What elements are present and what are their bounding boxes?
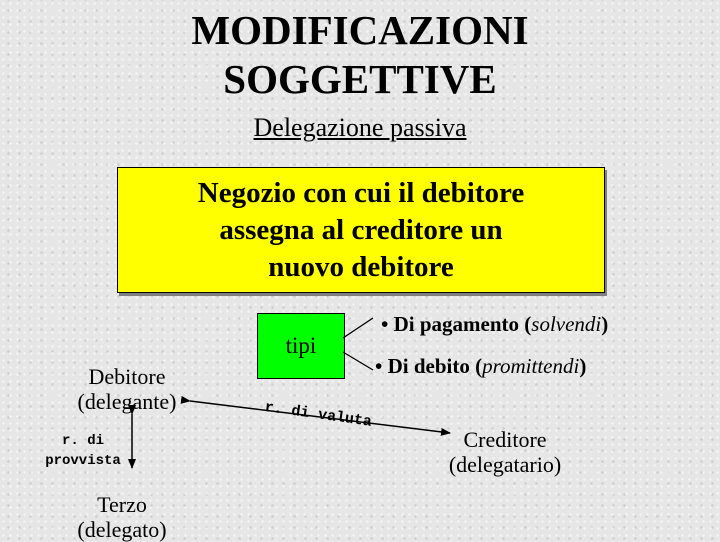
type-paren-open: ( bbox=[475, 354, 483, 378]
definition-line-1: Negozio con cui il debitore bbox=[197, 176, 525, 209]
party-third-role: (delegato) bbox=[77, 517, 167, 542]
title-line-2: SOGGETTIVE bbox=[223, 56, 497, 102]
type-paren-close: ) bbox=[579, 354, 587, 378]
party-creditor-role: (delegatario) bbox=[448, 452, 562, 477]
type-name: Di debito bbox=[387, 354, 470, 378]
types-label: tipi bbox=[285, 333, 317, 358]
type-latin: promittendi bbox=[482, 354, 580, 378]
definition-line-2: assegna al creditore un bbox=[219, 213, 503, 246]
type-bullet: • bbox=[381, 312, 389, 336]
type-name: Di pagamento bbox=[393, 312, 520, 336]
provvista-label bbox=[40, 431, 126, 471]
definition-line-3: nuovo debitore bbox=[268, 250, 454, 283]
tipi-to-type-2-line bbox=[343, 352, 373, 370]
party-creditor-name: Creditore bbox=[463, 427, 547, 452]
party-third-name: Terzo bbox=[97, 492, 147, 517]
tipi-to-type-1-line bbox=[343, 318, 373, 338]
type-paren-close: ) bbox=[601, 312, 609, 336]
valuta-label: r. di valuta bbox=[263, 398, 373, 431]
party-debtor bbox=[62, 364, 192, 414]
type-paren-open: ( bbox=[524, 312, 532, 336]
party-third bbox=[62, 492, 182, 542]
title-line-1: MODIFICAZIONI bbox=[191, 7, 529, 53]
provvista-line-1: r. di bbox=[61, 433, 104, 449]
party-debtor-role: (delegante) bbox=[77, 389, 177, 414]
subtitle: Delegazione passiva bbox=[253, 113, 467, 142]
type-bullet: • bbox=[375, 354, 383, 378]
party-debtor-name: Debitore bbox=[88, 364, 166, 389]
type-latin: solvendi bbox=[531, 312, 602, 336]
party-creditor bbox=[430, 427, 580, 477]
provvista-line-2: provvista bbox=[45, 453, 121, 469]
